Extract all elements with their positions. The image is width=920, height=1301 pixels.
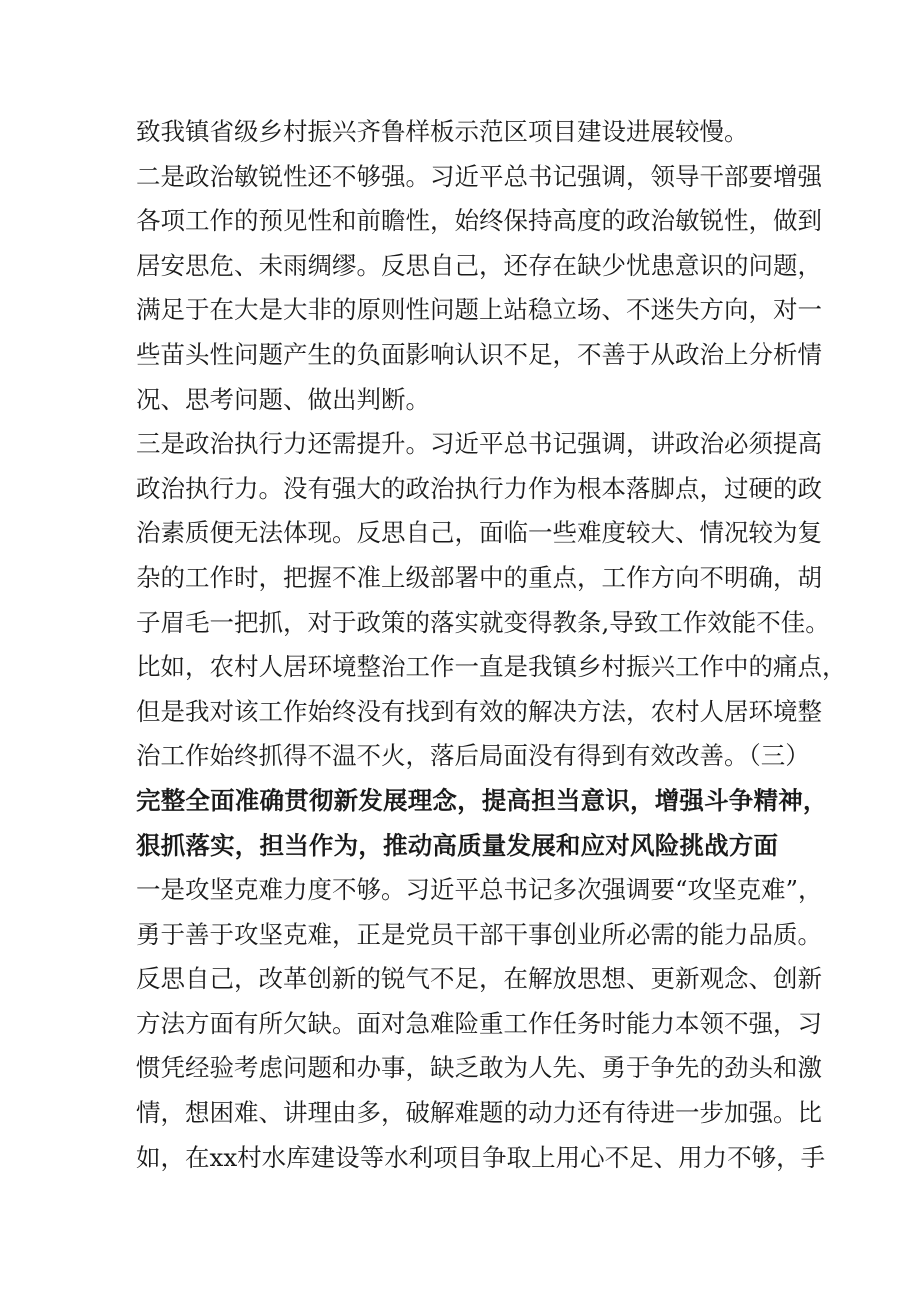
document-body [136, 110, 847, 1180]
text-line: 一是攻坚克难力度不够。习近平总书记多次强调要“攻坚克难”， [136, 875, 823, 905]
text-line: 二是政治敏锐性还不够强。习近平总书记强调，领导干部要增强 [136, 161, 822, 191]
text-line: 情，想困难、讲理由多，破解难题的动力还有待进一步加强。比 [136, 1098, 822, 1128]
section-heading-line: 狠抓落实，担当作为，推动高质量发展和应对风险挑战方面 [136, 830, 779, 860]
text-line: 勇于善于攻坚克难，正是党员干部干事创业所必需的能力品质。 [136, 919, 822, 949]
text-line: 惯凭经验考虑问题和办事，缺乏敢为人先、勇于争先的劲头和激 [136, 1053, 822, 1083]
text-line: 杂的工作时，把握不准上级部署中的重点，工作方向不明确，胡 [136, 562, 822, 592]
text-line: 满足于在大是大非的原则性问题上站稳立场、不迷失方向，对一 [136, 295, 822, 325]
section-heading-line: 完整全面准确贯彻新发展理念，提高担当意识，增强斗争精神， [136, 785, 828, 815]
text-line: 反思自己，改革创新的锐气不足，在解放思想、更新观念、创新 [136, 964, 822, 994]
text-line: 况、思考问题、做出判断。 [136, 384, 430, 414]
text-line: 比如，农村人居环境整治工作一直是我镇乡村振兴工作中的痛点， [136, 652, 847, 682]
text-line: 治工作始终抓得不温不火，落后局面没有得到有效改善。（三） [136, 741, 810, 771]
text-line: 政治执行力。没有强大的政治执行力作为根本落脚点，过硬的政 [136, 473, 822, 503]
text-line: 些苗头性问题产生的负面影响认识不足，不善于从政治上分析情 [136, 339, 822, 369]
text-line: 居安思危、未雨绸缪。反思自己，还存在缺少忧患意识的问题， [136, 250, 822, 280]
text-line: 如，在xx村水库建设等水利项目争取上用心不足、用力不够，手 [136, 1142, 826, 1172]
text-line: 三是政治执行力还需提升。习近平总书记强调，讲政治必须提高 [136, 429, 822, 459]
text-line: 治素质便无法体现。反思自己，面临一些难度较大、情况较为复 [136, 518, 822, 548]
text-line: 致我镇省级乡村振兴齐鲁样板示范区项目建设进展较慢。 [136, 117, 749, 146]
text-line: 方法方面有所欠缺。面对急难险重工作任务时能力本领不强，习 [136, 1008, 822, 1038]
text-line: 子眉毛一把抓，对于政策的落实就变得教条,导致工作效能不佳。 [136, 607, 830, 637]
text-line: 但是我对该工作始终没有找到有效的解决方法，农村人居环境整 [136, 696, 822, 726]
text-line: 各项工作的预见性和前瞻性，始终保持高度的政治敏锐性，做到 [136, 206, 822, 236]
